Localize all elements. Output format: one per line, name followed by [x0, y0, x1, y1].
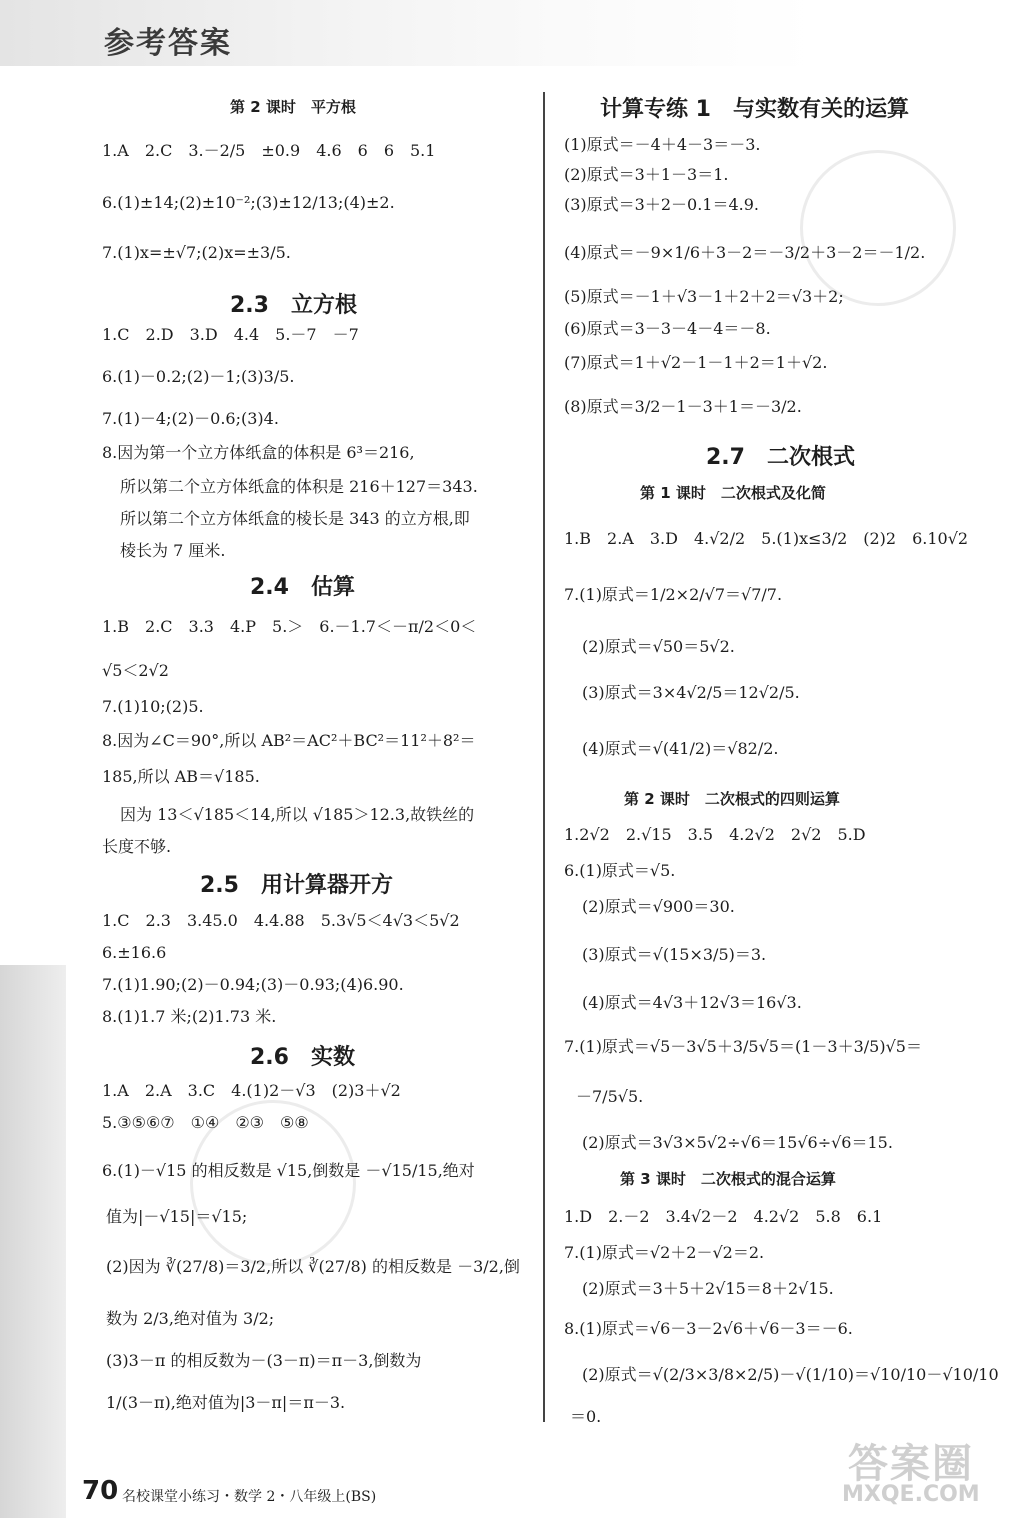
- section-title: 第 1 课时 二次根式及化简: [640, 484, 826, 502]
- answer-line: 1.A 2.C 3.－2/5 ±0.9 4.6 6 6 5.1: [102, 141, 436, 160]
- page-title: 参考答案: [104, 26, 232, 61]
- answer-line: 数为 2/3,绝对值为 3/2;: [106, 1309, 275, 1328]
- page-number: 70: [82, 1476, 119, 1506]
- answer-line: 8.(1)原式＝√6－3－2√6＋√6－3＝－6.: [564, 1319, 853, 1338]
- answer-line: 6.(1)－0.2;(2)－1;(3)3/5.: [102, 367, 295, 386]
- section-title: 计算专练 1 与实数有关的运算: [600, 97, 909, 122]
- answer-line: (2)原式＝√50＝5√2.: [582, 637, 735, 656]
- answer-line: 6.(1)±14;(2)±10⁻²;(3)±12/13;(4)±2.: [102, 193, 395, 212]
- answer-line: (2)原式＝3√3×5√2÷√6＝15√6÷√6＝15.: [582, 1133, 893, 1152]
- section-title: 第 2 课时 平方根: [230, 98, 356, 116]
- answer-line: (6)原式＝3－3－4－4＝－8.: [564, 319, 771, 338]
- answer-line: 7.(1)x=±√7;(2)x=±3/5.: [102, 243, 291, 262]
- answer-line: 1.A 2.A 3.C 4.(1)2－√3 (2)3＋√2: [102, 1081, 401, 1100]
- left-margin-strip: [0, 965, 66, 1518]
- answer-line: (4)原式＝4√3＋12√3＝16√3.: [582, 993, 802, 1012]
- book-title: 名校课堂小练习・数学 2・八年级上(BS): [122, 1489, 377, 1505]
- answer-line: (3)3－π 的相反数为－(3－π)＝π－3,倒数为: [106, 1351, 422, 1370]
- answer-line: ＝0.: [570, 1407, 602, 1426]
- answer-line: 1/(3－π),绝对值为|3－π|＝π－3.: [106, 1393, 346, 1412]
- answer-line: (2)因为 ∛(27/8)＝3/2,所以 ∛(27/8) 的相反数是 －3/2,倒: [106, 1257, 520, 1276]
- answer-line: (4)原式＝－9×1/6＋3－2＝－3/2＋3－2＝－1/2.: [564, 243, 926, 262]
- answer-line: 7.(1)原式＝√5－3√5＋3/5√5＝(1－3＋3/5)√5＝: [564, 1037, 922, 1056]
- answer-line: 7.(1)原式＝1/2×2/√7＝√7/7.: [564, 585, 783, 604]
- section-title: 2.5 用计算器开方: [200, 873, 393, 898]
- answer-line: 值为|－√15|＝√15;: [106, 1207, 248, 1226]
- answer-line: 8.因为∠C＝90°,所以 AB²＝AC²＋BC²＝11²＋8²＝: [102, 731, 476, 750]
- answer-line: 6.(1)－√15 的相反数是 √15,倒数是 －√15/15,绝对: [102, 1161, 475, 1180]
- section-title: 2.3 立方根: [230, 293, 357, 318]
- answer-line: 8.(1)1.7 米;(2)1.73 米.: [102, 1007, 277, 1026]
- answer-line: 1.D 2.－2 3.4√2－2 4.2√2 5.8 6.1: [564, 1207, 883, 1226]
- answer-line: (3)原式＝√(15×3/5)＝3.: [582, 945, 767, 964]
- watermark-logo: [838, 1432, 1010, 1514]
- answer-line: (1)原式＝－4＋4－3＝－3.: [564, 135, 761, 154]
- answer-line: (4)原式＝√(41/2)＝√82/2.: [582, 739, 779, 758]
- watermark-text: 答案圈: [848, 1441, 974, 1487]
- answer-line: (2)原式＝3＋1－3＝1.: [564, 165, 729, 184]
- answer-line: 7.(1)10;(2)5.: [102, 697, 204, 716]
- answer-line: 185,所以 AB＝√185.: [102, 767, 260, 786]
- answer-line: (3)原式＝3＋2－0.1＝4.9.: [564, 195, 760, 214]
- answer-line: 所以第二个立方体纸盒的体积是 216＋127＝343.: [120, 477, 478, 496]
- answer-line: 7.(1)－4;(2)－0.6;(3)4.: [102, 409, 279, 428]
- answer-line: 1.B 2.A 3.D 4.√2/2 5.(1)x≤3/2 (2)2 6.10√2: [564, 529, 969, 548]
- answer-line: 因为 13＜√185＜14,所以 √185＞12.3,故铁丝的: [120, 805, 475, 824]
- answer-line: 1.C 2.D 3.D 4.4 5.－7 －7: [102, 325, 359, 344]
- answer-line: (8)原式＝3/2－1－3＋1＝－3/2.: [564, 397, 802, 416]
- answer-line: (3)原式＝3×4√2/5＝12√2/5.: [582, 683, 800, 702]
- answer-line: (2)原式＝√900＝30.: [582, 897, 735, 916]
- answer-line: 5.③⑤⑥⑦ ①④ ②③ ⑤⑧: [102, 1113, 309, 1132]
- column-divider: [543, 92, 545, 1422]
- answer-line: 1.C 2.3 3.45.0 4.4.88 5.3√5＜4√3＜5√2: [102, 911, 460, 930]
- answer-line: (2)原式＝3＋5＋2√15＝8＋2√15.: [582, 1279, 834, 1298]
- answer-line: (5)原式＝－1＋√3－1＋2＋2＝√3＋2;: [564, 287, 844, 306]
- watermark-url: MXQE.COM: [842, 1482, 980, 1507]
- answer-line: 长度不够.: [102, 837, 172, 856]
- section-title: 第 3 课时 二次根式的混合运算: [620, 1170, 836, 1188]
- answer-line: (2)原式＝√(2/3×3/8×2/5)－√(1/10)＝√10/10－√10/10: [582, 1365, 999, 1384]
- section-title: 第 2 课时 二次根式的四则运算: [624, 790, 840, 808]
- answer-line: 7.(1)原式＝√2＋2－√2＝2.: [564, 1243, 765, 1262]
- answer-line: 6.±16.6: [102, 943, 167, 962]
- section-title: 2.4 估算: [250, 575, 355, 600]
- section-title: 2.7 二次根式: [706, 445, 855, 470]
- section-title: 2.6 实数: [250, 1045, 355, 1070]
- answer-line: 1.2√2 2.√15 3.5 4.2√2 2√2 5.D: [564, 825, 866, 844]
- answer-line: 所以第二个立方体纸盒的棱长是 343 的立方根,即: [120, 509, 470, 528]
- answer-line: 7.(1)1.90;(2)－0.94;(3)－0.93;(4)6.90.: [102, 975, 404, 994]
- answer-line: 棱长为 7 厘米.: [120, 541, 226, 560]
- answer-line: √5＜2√2: [102, 661, 169, 680]
- answer-line: (7)原式＝1＋√2－1－1＋2＝1＋√2.: [564, 353, 828, 372]
- answer-line: 8.因为第一个立方体纸盒的体积是 6³＝216,: [102, 443, 415, 462]
- answer-line: －7/5√5.: [576, 1087, 644, 1106]
- answer-line: 1.B 2.C 3.3 4.P 5.＞ 6.－1.7＜－π/2＜0＜: [102, 617, 477, 636]
- stamp-icon: [800, 150, 956, 306]
- answer-line: 6.(1)原式＝√5.: [564, 861, 676, 880]
